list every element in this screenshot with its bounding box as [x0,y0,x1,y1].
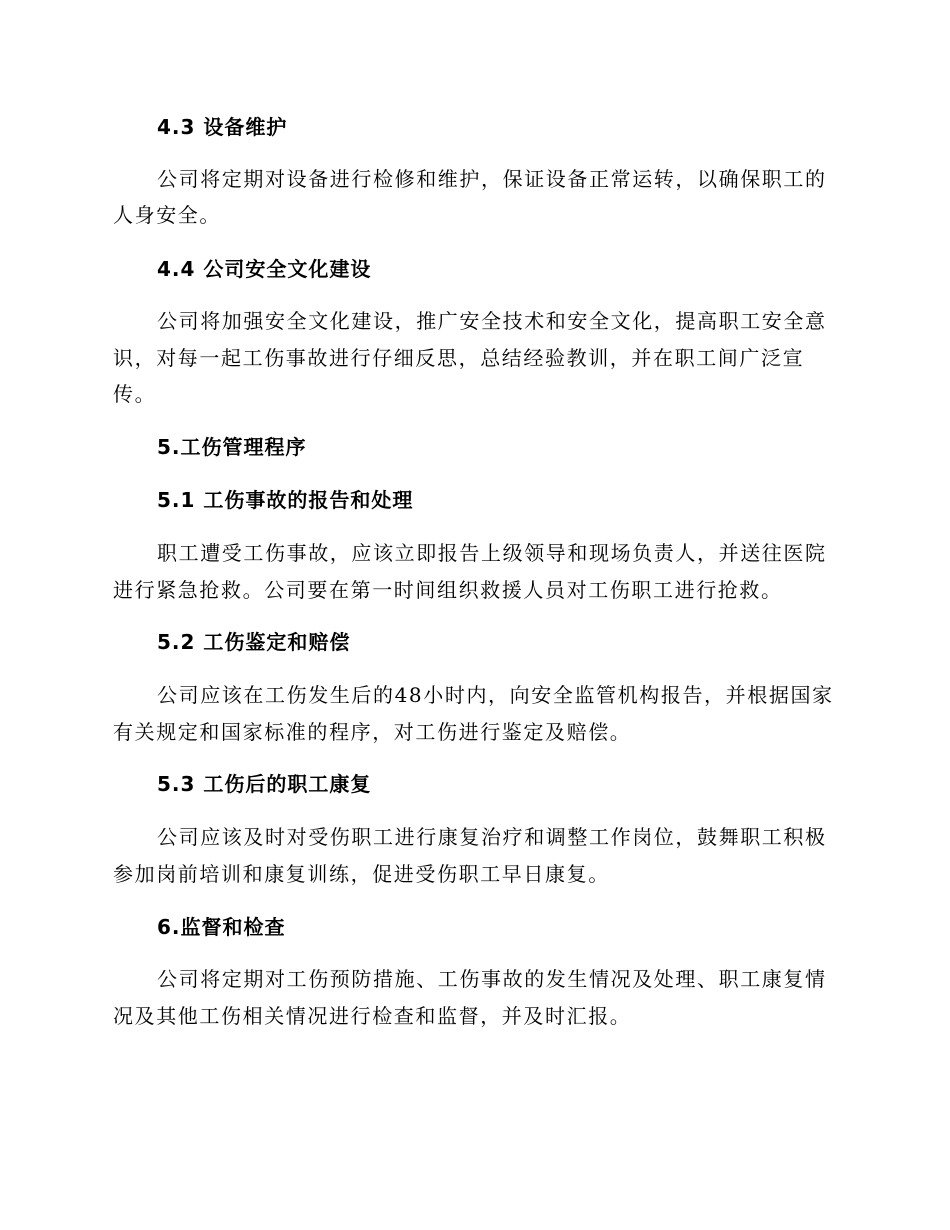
paragraph-line: 传。 [113,382,157,406]
paragraph-line: 公司将定期对工伤预防措施、工伤事故的发生情况及处理、职工康复情 [157,967,827,991]
paragraph-line: 识，对每一起工伤事故进行仔细反思，总结经验教训，并在职工间广泛宣 [113,346,805,370]
paragraph-line: 公司应该及时对受伤职工进行康复治疗和调整工作岗位，鼓舞职工积极 [157,825,827,849]
paragraph-line: 人身安全。 [113,203,221,227]
heading-6: 6.监督和检查 [157,915,286,939]
paragraph-line: 进行紧急抢救。公司要在第一时间组织救援人员对工伤职工进行抢救。 [113,578,783,602]
paragraph-line: 公司应该在工伤发生后的48小时内，向安全监管机构报告，并根据国家 [157,683,834,707]
paragraph-line: 公司将定期对设备进行检修和维护，保证设备正常运转，以确保职工的 [157,167,827,191]
heading-5-2: 5.2 工伤鉴定和赔偿 [157,630,351,654]
paragraph-line: 公司将加强安全文化建设，推广安全技术和安全文化，提高职工安全意 [157,309,827,333]
heading-4-4: 4.4 公司安全文化建设 [157,257,372,281]
paragraph-line: 况及其他工伤相关情况进行检查和监督，并及时汇报。 [113,1004,632,1028]
heading-5-1: 5.1 工伤事故的报告和处理 [157,488,414,512]
heading-5: 5.工伤管理程序 [157,435,307,459]
heading-5-3: 5.3 工伤后的职工康复 [157,772,372,796]
heading-4-3: 4.3 设备维护 [157,115,288,139]
paragraph-line: 参加岗前培训和康复训练，促进受伤职工早日康复。 [113,862,610,886]
paragraph-line: 职工遭受工伤事故，应该立即报告上级领导和现场负责人，并送往医院 [157,541,827,565]
paragraph-line: 有关规定和国家标准的程序，对工伤进行鉴定及赔偿。 [113,720,632,744]
